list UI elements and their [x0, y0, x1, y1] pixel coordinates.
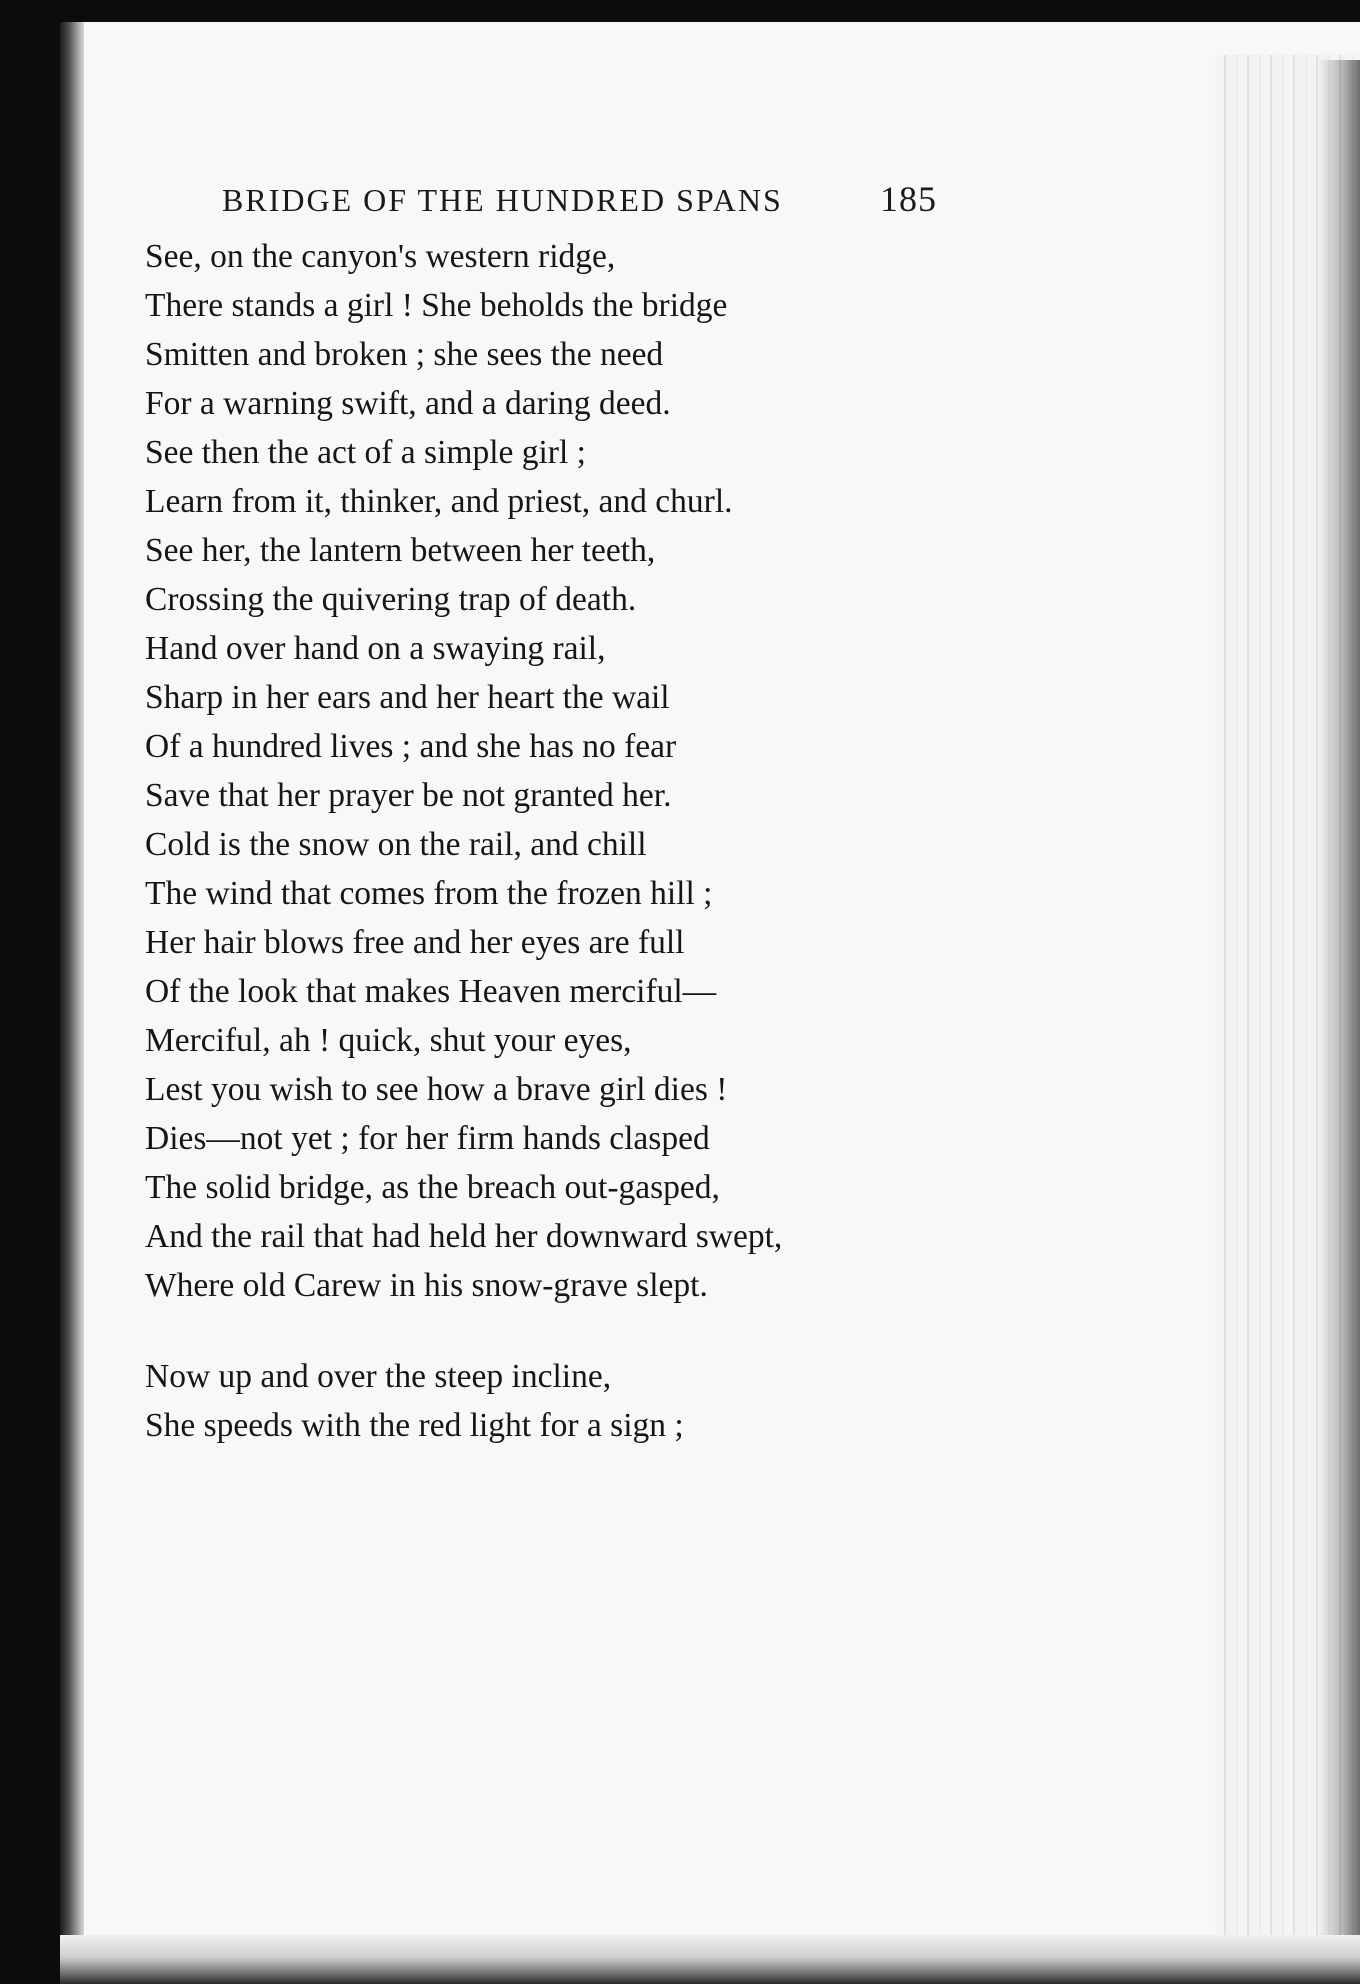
- verse-line: And the rail that had held her downward swept,: [145, 1218, 783, 1255]
- verse-line: Smitten and broken ; she sees the need: [145, 336, 664, 373]
- stanza-break: [145, 1310, 945, 1352]
- running-title: BRIDGE OF THE HUNDRED SPANS: [222, 182, 783, 218]
- verse-line: For a warning swift, and a daring deed.: [145, 385, 671, 422]
- verse-line: Cold is the snow on the rail, and chill: [145, 826, 647, 863]
- running-head: [222, 168, 947, 228]
- verse-line: Hand over hand on a swaying rail,: [145, 630, 606, 667]
- verse-line: She speeds with the red light for a sign ;: [145, 1407, 684, 1444]
- verse-line: See, on the canyon's western ridge,: [145, 238, 616, 275]
- stanza: [145, 232, 945, 1310]
- verse-line: Her hair blows free and her eyes are full: [145, 924, 685, 961]
- verse-line: Save that her prayer be not granted her.: [145, 777, 672, 814]
- verse-line: Merciful, ah ! quick, shut your eyes,: [145, 1022, 632, 1059]
- page-edge-shadow: [1318, 60, 1360, 1984]
- book-binding-gutter: [60, 22, 84, 1984]
- verse-line: Lest you wish to see how a brave girl dies !: [145, 1071, 728, 1108]
- verse-line: Now up and over the steep incline,: [145, 1358, 612, 1395]
- verse-line: Of the look that makes Heaven merciful—: [145, 973, 717, 1010]
- verse-line: There stands a girl ! She beholds the bridge: [145, 287, 728, 324]
- page-bottom-edge: [60, 1935, 1360, 1984]
- verse-line: Of a hundred lives ; and she has no fear: [145, 728, 677, 765]
- verse-line: See her, the lantern between her teeth,: [145, 532, 656, 569]
- verse-line: The wind that comes from the frozen hill ;: [145, 875, 713, 912]
- verse-line: Dies—not yet ; for her firm hands clasped: [145, 1120, 710, 1157]
- verse-line: Where old Carew in his snow-grave slept.: [145, 1267, 708, 1304]
- verse-line: Learn from it, thinker, and priest, and churl.: [145, 483, 733, 520]
- verse-line: Sharp in her ears and her heart the wail: [145, 679, 670, 716]
- verse-line: Crossing the quivering trap of death.: [145, 581, 637, 618]
- verse-line: The solid bridge, as the breach out-gasped,: [145, 1169, 720, 1206]
- poem-body: [145, 232, 945, 1450]
- verse-line: See then the act of a simple girl ;: [145, 434, 586, 471]
- page-number: 185: [880, 179, 937, 219]
- stanza: [145, 1352, 945, 1450]
